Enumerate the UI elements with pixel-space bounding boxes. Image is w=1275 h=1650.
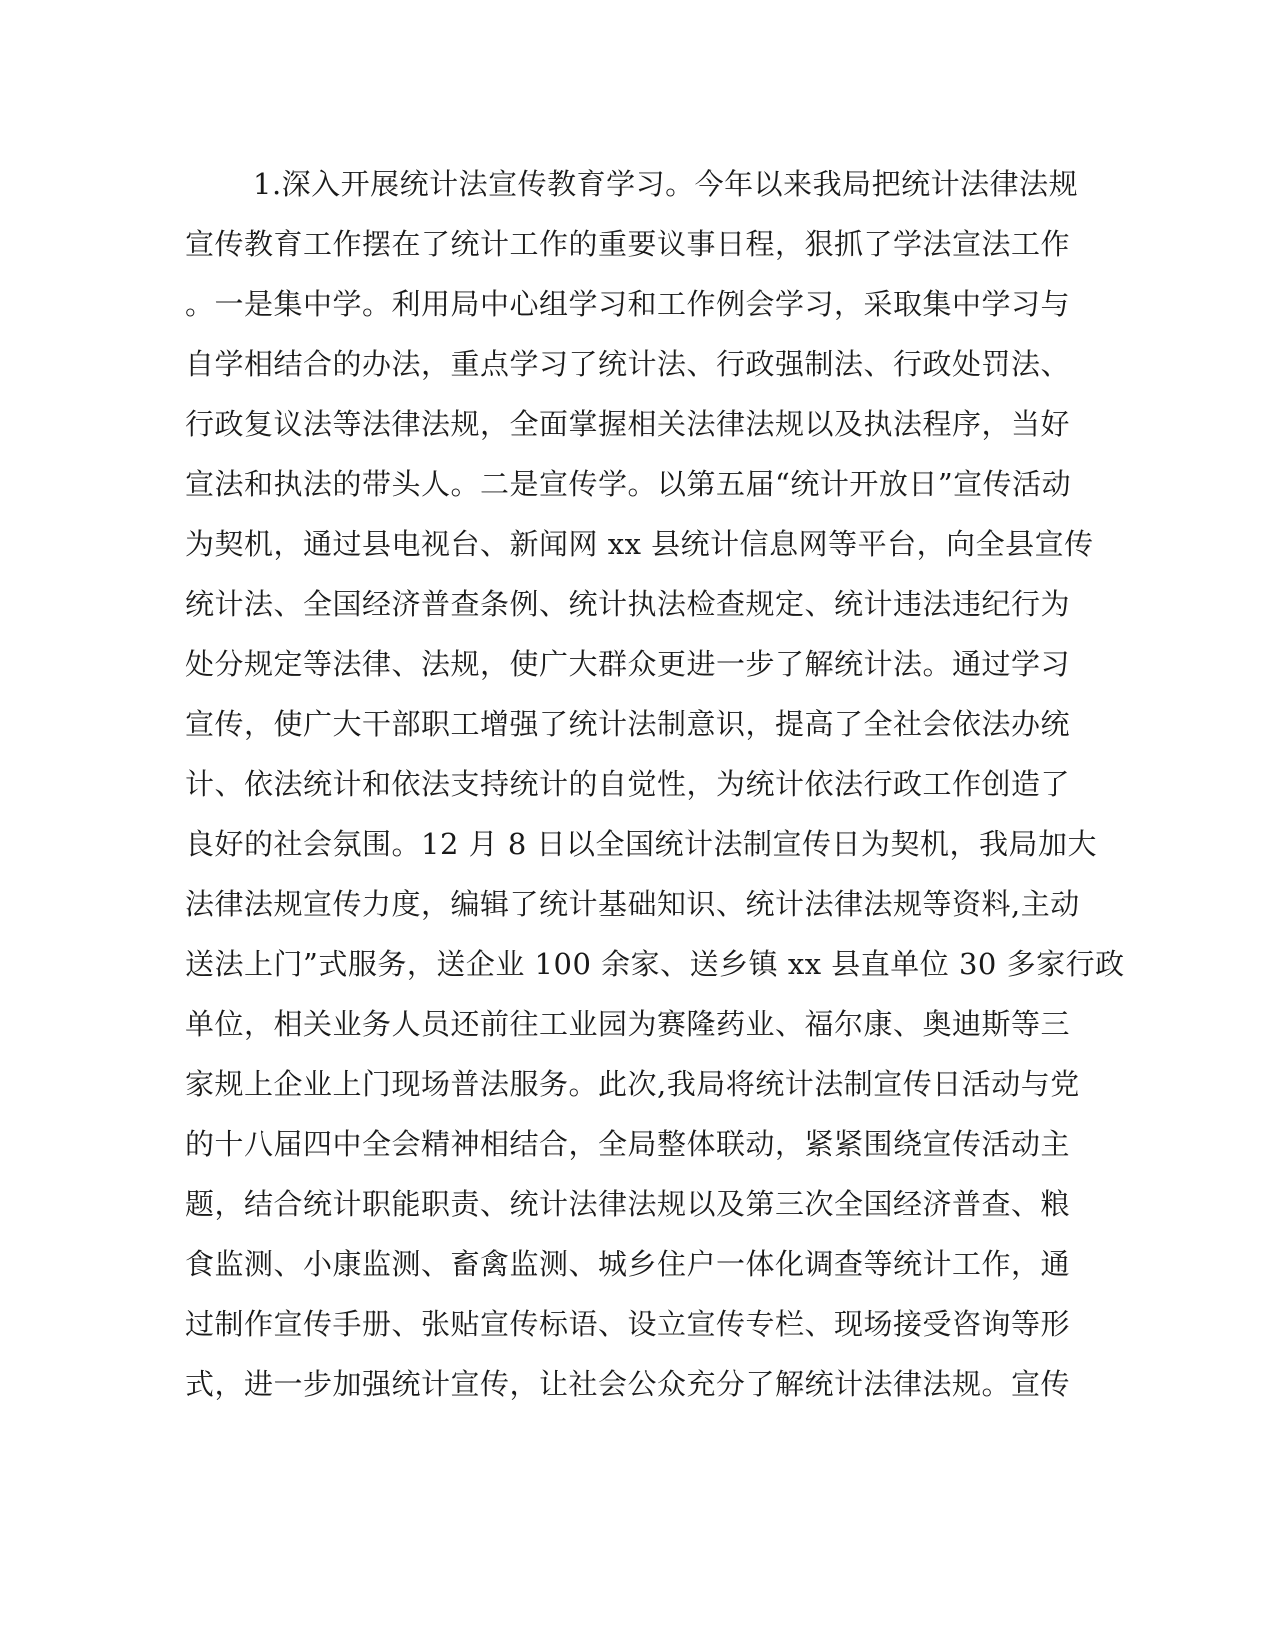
paragraph-line: 。一是集中学。利用局中心组学习和工作例会学习，采取集中学习与 (185, 287, 1071, 321)
paragraph-line: 的十八届四中全会精神相结合，全局整体联动，紧紧围绕宣传活动主 (185, 1127, 1071, 1161)
paragraph-line: 家规上企业上门现场普法服务。此次,我局将统计法制宣传日活动与党 (185, 1067, 1080, 1101)
paragraph-line: 宣传教育工作摆在了统计工作的重要议事日程，狠抓了学法宣法工作 (185, 227, 1071, 261)
paragraph-line: 单位，相关业务人员还前往工业园为赛隆药业、福尔康、奥迪斯等三 (185, 1007, 1071, 1041)
paragraph-line: 统计法、全国经济普查条例、统计执法检查规定、统计违法违纪行为 (185, 587, 1071, 621)
paragraph-line: 为契机，通过县电视台、新闻网 xx 县统计信息网等平台，向全县宣传 (185, 527, 1094, 561)
paragraph-line: 计、依法统计和依法支持统计的自觉性，为统计依法行政工作创造了 (185, 767, 1071, 801)
paragraph-line: 处分规定等法律、法规，使广大群众更进一步了解统计法。通过学习 (185, 647, 1071, 681)
paragraph-line: 行政复议法等法律法规，全面掌握相关法律法规以及执法程序，当好 (185, 407, 1071, 441)
paragraph-line: 良好的社会氛围。12 月 8 日以全国统计法制宣传日为契机，我局加大 (185, 827, 1098, 861)
paragraph-line: 送法上门”式服务，送企业 100 余家、送乡镇 xx 县直单位 30 多家行政 (185, 947, 1125, 981)
paragraph-line: 宣传，使广大干部职工增强了统计法制意识，提高了全社会依法办统 (185, 707, 1071, 741)
paragraph-line: 题，结合统计职能职责、统计法律法规以及第三次全国经济普查、粮 (185, 1187, 1071, 1221)
paragraph-line: 法律法规宣传力度，编辑了统计基础知识、统计法律法规等资料,主动 (185, 887, 1080, 921)
paragraph-line: 自学相结合的办法，重点学习了统计法、行政强制法、行政处罚法、 (185, 347, 1071, 381)
paragraph-line: 过制作宣传手册、张贴宣传标语、设立宣传专栏、现场接受咨询等形 (185, 1307, 1071, 1341)
paragraph-line: 宣法和执法的带头人。二是宣传学。以第五届“统计开放日”宣传活动 (185, 467, 1072, 501)
paragraph-line: 1.深入开展统计法宣传教育学习。今年以来我局把统计法律法规 (253, 167, 1079, 201)
paragraph-line: 食监测、小康监测、畜禽监测、城乡住户一体化调查等统计工作，通 (185, 1247, 1071, 1281)
paragraph-line: 式，进一步加强统计宣传，让社会公众充分了解统计法律法规。宣传 (185, 1367, 1071, 1401)
body-paragraph (185, 162, 1125, 1422)
